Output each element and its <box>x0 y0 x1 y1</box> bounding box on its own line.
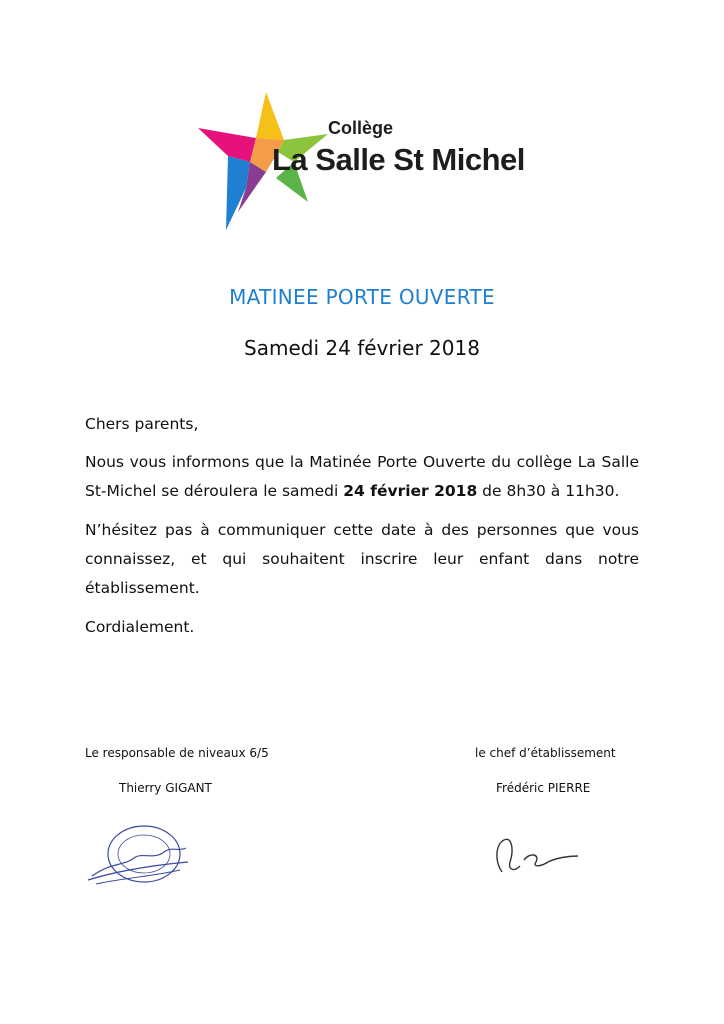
paragraph-invite: N’hésitez pas à communiquer cette date à des personnes que vous connaissez, et qui souhaitent inscrire leur enfant dans notre établissement. <box>85 521 639 597</box>
logo-college-label: Collège <box>328 118 394 138</box>
signatory-left-name: Thierry GIGANT <box>119 781 212 795</box>
stamp-signature-icon <box>84 822 194 892</box>
event-date: Samedi 24 février 2018 <box>244 336 480 360</box>
greeting: Chers parents, <box>85 415 199 433</box>
announcement-text: Nous vous informons que la Matinée Porte Ouverte du collège La Salle St-Michel se déroulera le samedi <box>85 453 639 500</box>
logo-school-name: La Salle St Michel <box>272 142 525 177</box>
page-title: MATINEE PORTE OUVERTE <box>229 285 495 309</box>
signatory-right-name: Frédéric PIERRE <box>496 781 591 795</box>
announcement-date: 24 février 2018 <box>343 482 478 500</box>
school-logo <box>198 92 538 234</box>
signatory-right-role: le chef d’établissement <box>475 746 616 760</box>
closing: Cordialement. <box>85 618 195 636</box>
paragraph-announcement <box>85 448 639 506</box>
signatory-left-role: Le responsable de niveaux 6/5 <box>85 746 269 760</box>
handwritten-signature-icon <box>484 830 584 880</box>
letter-body <box>85 410 639 652</box>
announcement-time: de 8h30 à 11h30. <box>477 482 620 500</box>
